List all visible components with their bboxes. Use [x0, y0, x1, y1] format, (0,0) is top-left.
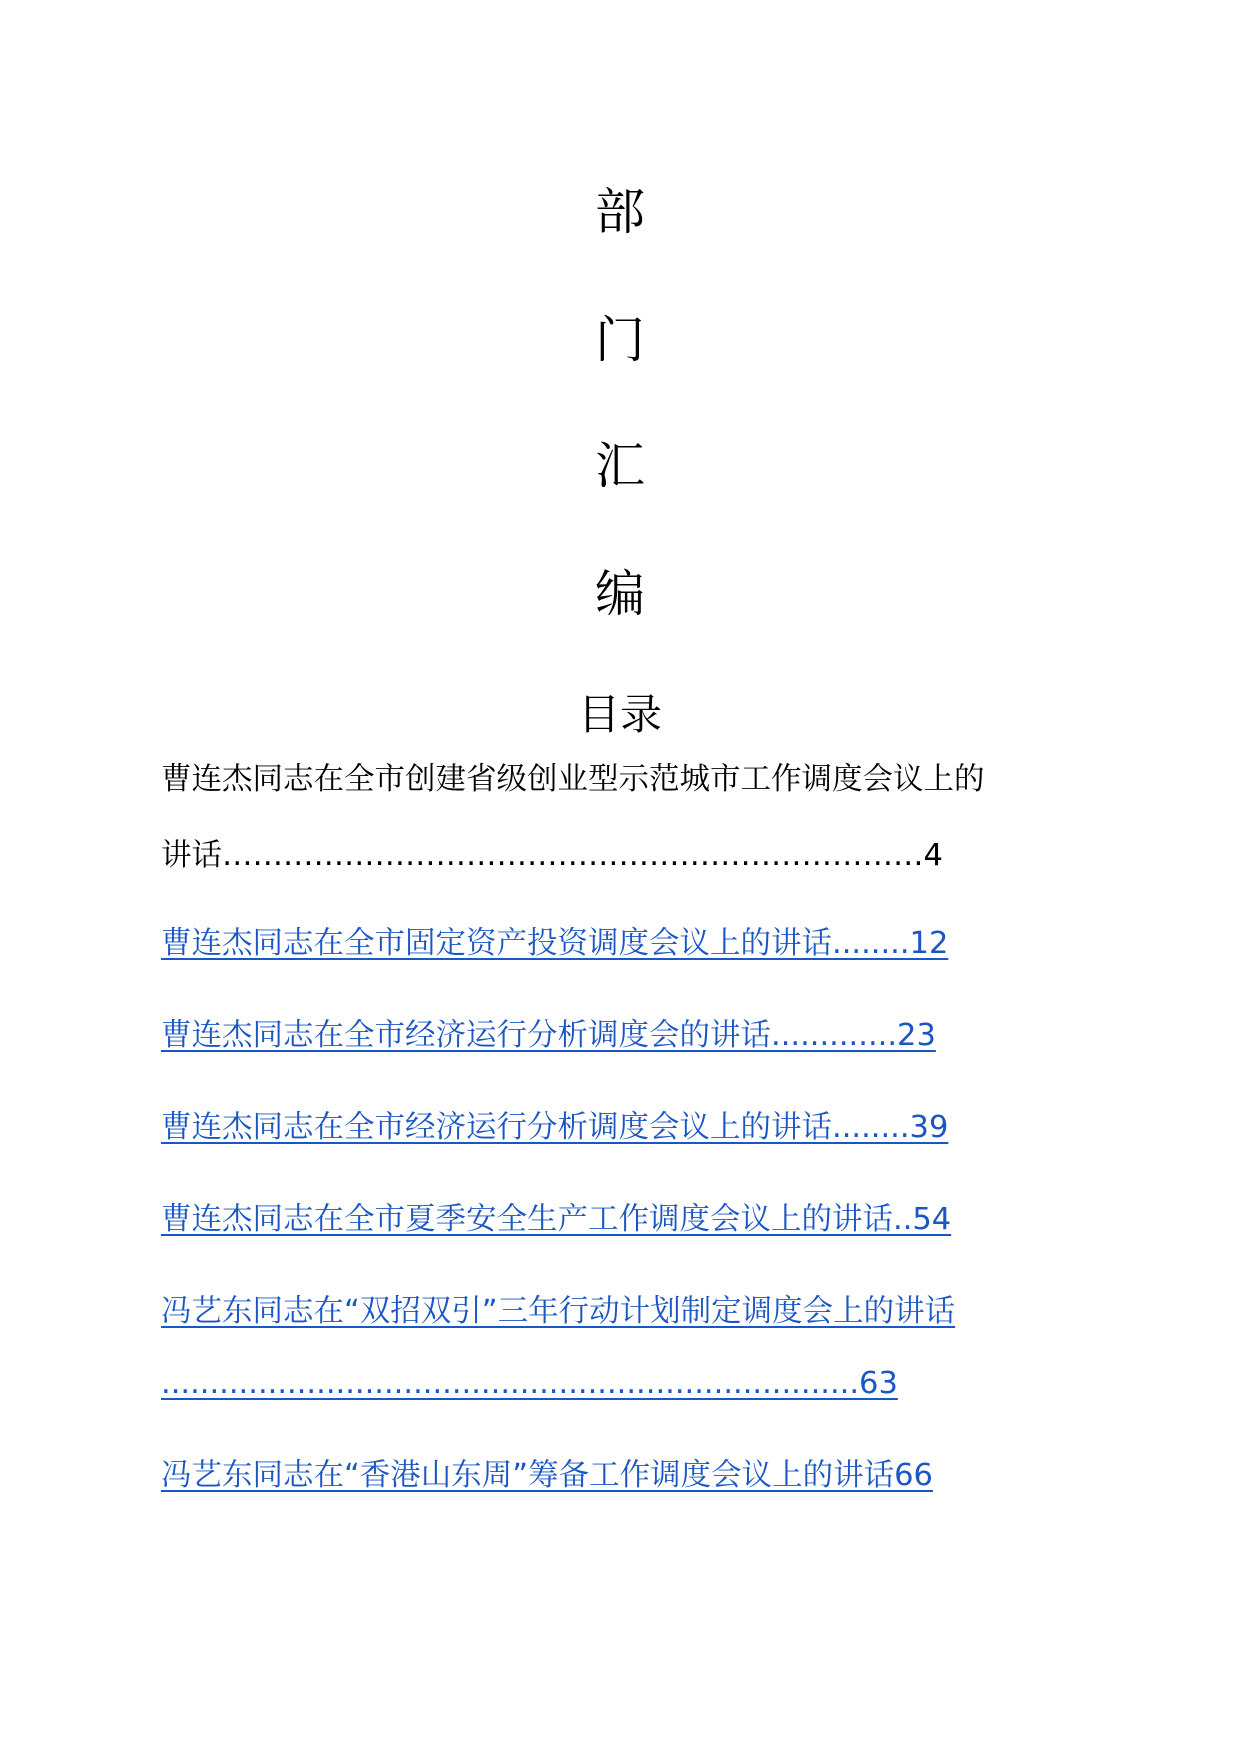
toc-entry-6-link-line-1[interactable]: 冯艺东同志在“双招双引”三年行动计划制定调度会上的讲话 [161, 1294, 956, 1329]
toc-entry-3-link[interactable]: 曹连杰同志在全市经济运行分析调度会的讲话.............23 [161, 1018, 936, 1053]
toc-entry-1-line-1: 曹连杰同志在全市创建省级创业型示范城市工作调度会议上的 [161, 762, 985, 797]
cover-title-char-1: 部 [595, 183, 645, 241]
toc-entry-5-link[interactable]: 曹连杰同志在全市夏季安全生产工作调度会议上的讲话..54 [161, 1202, 952, 1237]
cover-title-char-3: 汇 [595, 437, 645, 495]
toc-heading: 目录 [577, 690, 662, 739]
cover-title-char-4: 编 [595, 565, 645, 623]
toc-entry-2-link[interactable]: 曹连杰同志在全市固定资产投资调度会议上的讲话........12 [161, 926, 949, 961]
cover-title-char-2: 门 [595, 311, 645, 369]
toc-entry-6-link-line-2[interactable]: ........................................................................63 [161, 1366, 898, 1401]
toc-entry-7-link[interactable]: 冯艺东同志在“香港山东周”筹备工作调度会议上的讲话66 [161, 1458, 933, 1493]
toc-entry-1-line-2: 讲话……………………………………………………………4 [161, 838, 943, 873]
toc-entry-4-link[interactable]: 曹连杰同志在全市经济运行分析调度会议上的讲话........39 [161, 1110, 949, 1145]
